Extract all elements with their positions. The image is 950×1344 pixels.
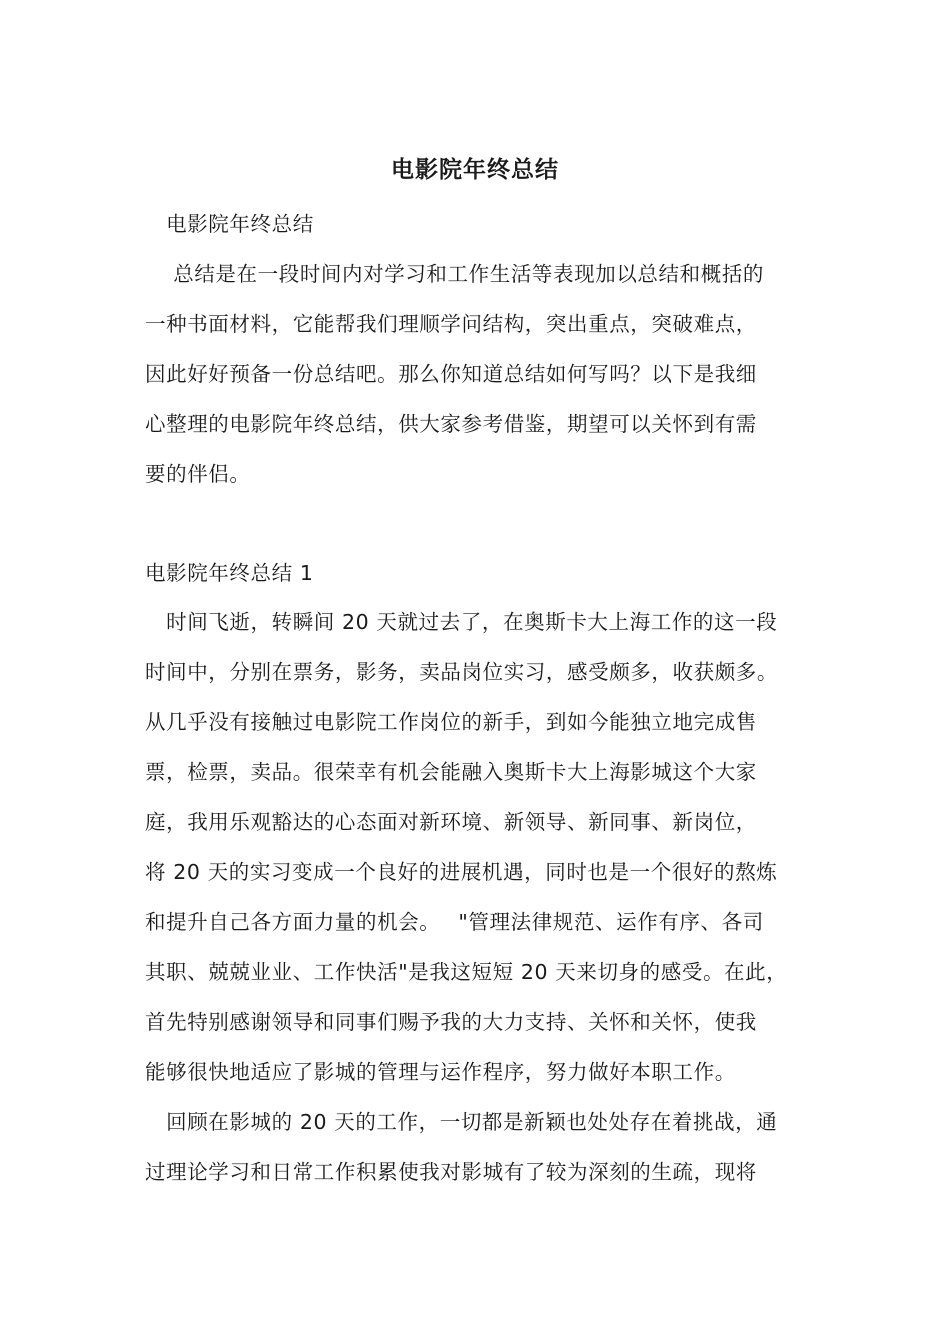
text-line: 因此好好预备一份总结吧。那么你知道总结如何写吗？以下是我细 (145, 362, 757, 386)
text-line: 心整理的电影院年终总结，供大家参考借鉴，期望可以关怀到有需 (145, 412, 757, 436)
text-line: 电影院年终总结 (145, 212, 314, 236)
text-line: 从几乎没有接触过电影院工作岗位的新手，到如今能独立地完成售 (145, 710, 757, 734)
text-line: 时间中，分别在票务，影务，卖品岗位实习，感受颇多，收获颇多。 (145, 660, 778, 684)
text-line: 其职、兢兢业业、工作快活"是我这短短 20 天来切身的感受。在此， (145, 960, 788, 984)
text-line: 能够很快地适应了影城的管理与运作程序，努力做好本职工作。 (145, 1060, 736, 1084)
text-line: 将 20 天的实习变成一个良好的进展机遇，同时也是一个很好的熬炼 (145, 860, 778, 884)
text-line: 时间飞逝，转瞬间 20 天就过去了，在奥斯卡大上海工作的这一段 (145, 610, 778, 634)
text-line: 过理论学习和日常工作积累使我对影城有了较为深刻的生疏，现将 (145, 1160, 757, 1184)
text-line: 总结是在一段时间内对学习和工作生活等表现加以总结和概括的 (145, 262, 765, 286)
text-line: 回顾在影城的 20 天的工作，一切都是新颖也处处存在着挑战，通 (145, 1110, 778, 1134)
text-line: 和提升自己各方面力量的机会。 "管理法律规范、运作有序、各司 (145, 910, 764, 934)
document-title: 电影院年终总结 (391, 157, 559, 183)
text-line: 首先特别感谢领导和同事们赐予我的大力支持、关怀和关怀，使我 (145, 1010, 757, 1034)
section-heading: 电影院年终总结 1 (145, 561, 314, 585)
text-line: 要的伴侣。 (145, 462, 251, 486)
text-line: 票，检票，卖品。很荣幸有机会能融入奥斯卡大上海影城这个大家 (145, 760, 757, 784)
text-line: 一种书面材料，它能帮我们理顺学问结构，突出重点，突破难点， (145, 312, 757, 336)
text-line: 庭，我用乐观豁达的心态面对新环境、新领导、新同事、新岗位， (145, 810, 757, 834)
